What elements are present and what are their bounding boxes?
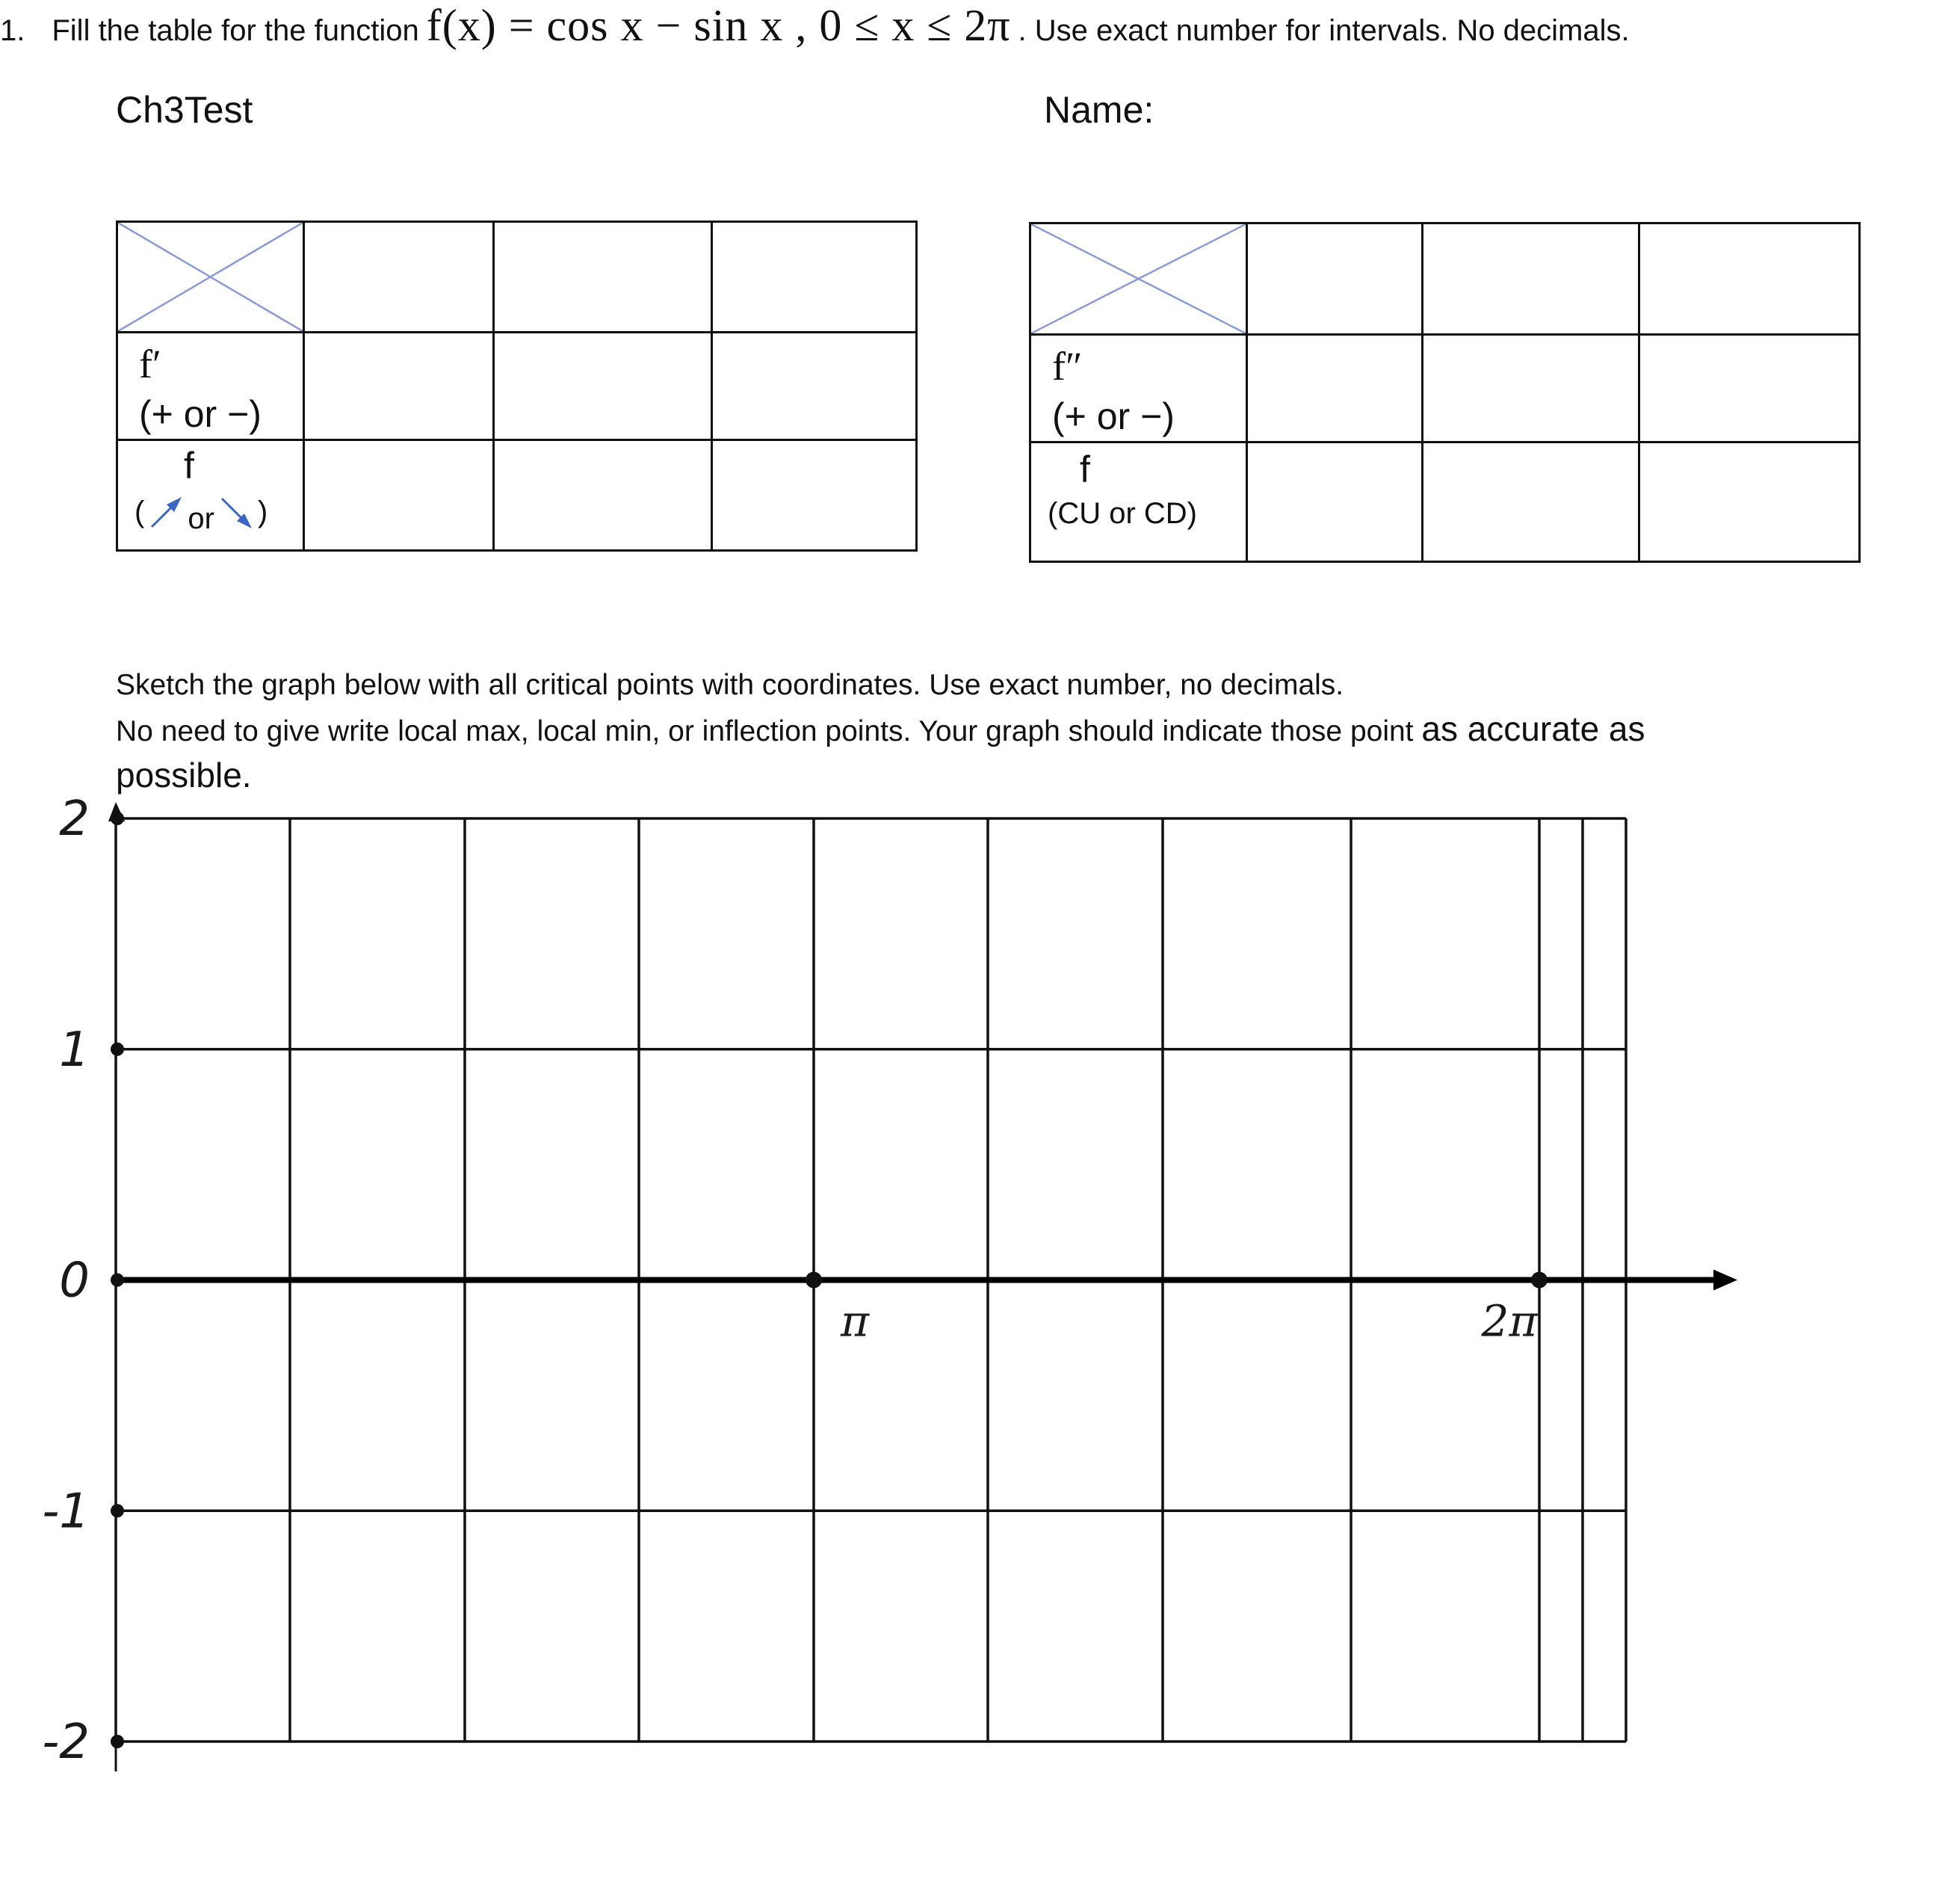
y-tick-label: 1 [59,1022,90,1078]
doc-title: Ch3Test [116,89,253,131]
answer-cell[interactable] [1247,442,1423,562]
x-tick-dot [806,1272,822,1289]
y-tick-label: -2 [42,1715,90,1770]
answer-cell[interactable] [712,333,917,440]
f-label: f [1080,448,1090,491]
x-tick-label: π [840,1295,870,1347]
instruction-line-1: Sketch the graph below with all critical points with coordinates. Use exact number, no decimals. [116,669,1344,701]
interval-cell[interactable] [1247,223,1423,335]
question-number: 1. [0,14,25,47]
interval-cell[interactable] [304,222,494,333]
fdoubleprime-label: f″ [1052,344,1083,389]
interval-cell[interactable] [1639,223,1860,335]
y-tick-dot [111,1274,124,1287]
fprime-label: f′ [139,342,161,386]
name-label: Name: [1044,89,1154,131]
answer-cell[interactable] [1247,335,1423,442]
header-cross-cell [117,222,304,333]
fprime-table [116,220,918,552]
y-tick-label: 2 [59,792,90,847]
instruction-line-2: No need to give write local max, local min, or inflection points. Your graph should indicate those point as accurate as [116,709,1645,748]
fprime-label-cell [117,333,304,440]
answer-cell[interactable] [304,333,494,440]
f-label: f [184,445,194,487]
answer-cell[interactable] [712,440,917,551]
fdoubleprime-label-cell [1030,335,1247,442]
x-axis-arrowhead [1713,1270,1737,1291]
y-tick-dot [111,1504,124,1517]
y-tick-dot [111,1735,124,1748]
answer-cell[interactable] [1423,442,1639,562]
f-concavity-label-cell [1030,442,1247,562]
increasing-arrow-icon [147,494,185,531]
answer-cell[interactable] [494,333,712,440]
header-cross-cell [1030,223,1247,335]
y-tick-labels [42,792,124,1770]
cross-lines [118,223,303,331]
y-tick-dot [111,812,124,825]
f-label-cell [117,440,304,551]
answer-cell[interactable] [494,440,712,551]
answer-cell[interactable] [304,440,494,551]
answer-cell[interactable] [1639,335,1860,442]
direction-hint: ( or ) [135,489,268,536]
instruction-line-3: possible. [116,756,252,795]
cross-lines [1031,224,1246,333]
sketch-grid[interactable] [0,777,1960,1824]
axes [108,802,1737,1771]
fprime-sign-hint: (+ or −) [139,393,262,436]
fdoubleprime-sign-hint: (+ or −) [1052,395,1175,438]
question-instructions: . Use exact number for intervals. No decimals. [1018,14,1630,47]
y-tick-label: -1 [42,1484,90,1540]
interval-cell[interactable] [1423,223,1639,335]
concavity-hint: (CU or CD) [1048,497,1197,531]
fdoubleprime-table [1029,222,1861,563]
interval-cell[interactable] [494,222,712,333]
decreasing-arrow-icon [217,494,255,531]
x-tick-label: 2π [1481,1295,1538,1347]
answer-cell[interactable] [1639,442,1860,562]
question-1 [0,0,1960,52]
answer-cell[interactable] [1423,335,1639,442]
interval-cell[interactable] [712,222,917,333]
x-tick-dot [1531,1272,1548,1289]
y-tick-dot [111,1043,124,1056]
function-formula: f(x) = cos x − sin x , 0 ≤ x ≤ 2π [426,1,1011,50]
question-prompt: Fill the table for the function [52,14,419,47]
y-tick-label: 0 [59,1253,90,1309]
